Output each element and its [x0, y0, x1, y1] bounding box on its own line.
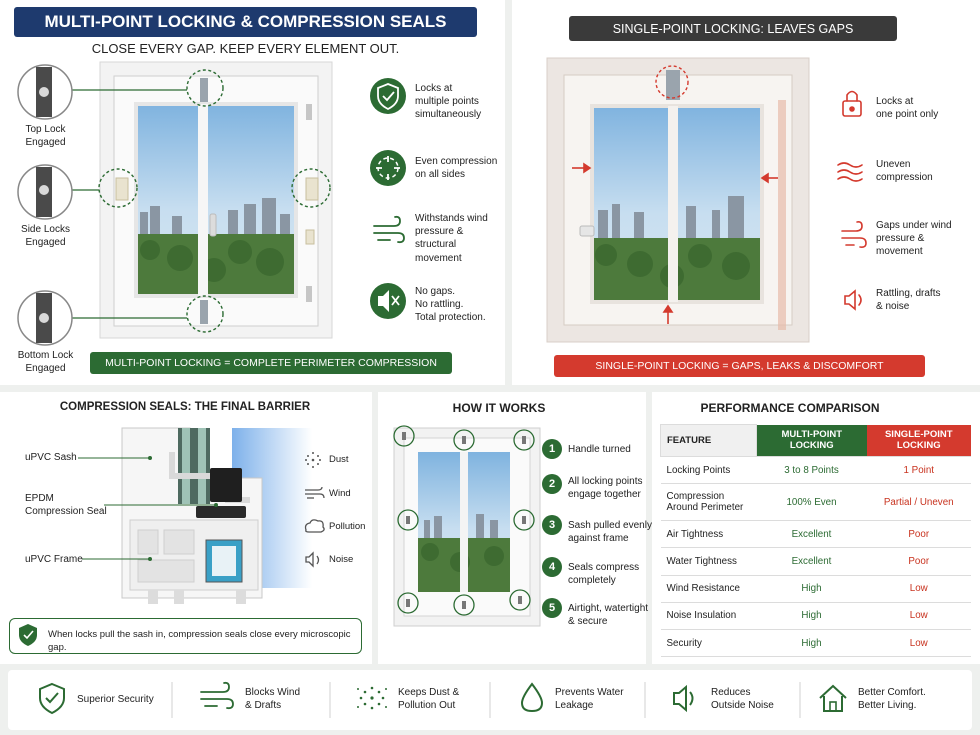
step-3-badge: 3 [542, 515, 562, 535]
table-cell: Noise Insulation [661, 602, 757, 629]
seals-title: COMPRESSION SEALS: THE FINAL BARRIER [59, 401, 311, 413]
multi-feature-1: Locks at multiple points simultaneously [415, 83, 482, 121]
table-row [661, 629, 972, 656]
single-feature-2: Uneven compression [876, 159, 933, 184]
seals-note: When locks pull the sash in, compression seals close every microscopic gap. [48, 629, 351, 653]
single-feature-4: Rattling, drafts & noise [876, 288, 941, 313]
table-cell: High [757, 602, 867, 629]
table-cell: Water Tightness [661, 548, 757, 575]
step-2-text: All locking points engage together [568, 476, 643, 501]
benefit-comfort: Better Comfort. Better Living. [858, 687, 926, 712]
step-2-badge: 2 [542, 474, 562, 494]
perf-header-single: SINGLE-POINT LOCKING [867, 425, 972, 457]
step-4-text: Seals compress completely [568, 562, 640, 587]
table-cell: Low [867, 629, 972, 656]
table-cell: High [757, 629, 867, 656]
seal-label-frame: uPVC Frame [25, 554, 83, 565]
multi-feature-4: No gaps. No rattling. Total protection. [415, 286, 486, 324]
single-feature-icons [838, 92, 866, 310]
multi-banner [90, 352, 452, 374]
seal-label-sash: uPVC Sash [25, 452, 77, 463]
step-1-badge: 1 [542, 439, 562, 459]
table-cell: Low [867, 575, 972, 602]
multi-feature-3: Withstands wind pressure & structural movement [415, 213, 488, 264]
table-cell: 3 to 8 Points [757, 457, 867, 484]
table-row [661, 575, 972, 602]
step-4-badge: 4 [542, 557, 562, 577]
step-5-badge: 5 [542, 598, 562, 618]
how-title: HOW IT WORKS [452, 401, 546, 415]
benefit-noise: Reduces Outside Noise [711, 687, 774, 712]
table-cell: Wind Resistance [661, 575, 757, 602]
table-cell: Excellent [757, 548, 867, 575]
bottom-lock-label: Bottom Lock Engaged [17, 350, 74, 375]
seal-element-wind: Wind [329, 488, 351, 499]
step-1-text: Handle turned [568, 444, 631, 455]
perf-header-feature: FEATURE [661, 425, 757, 457]
table-cell: Locking Points [661, 457, 757, 484]
multi-subtitle: CLOSE EVERY GAP. KEEP EVERY ELEMENT OUT. [91, 41, 400, 56]
step-5-text: Airtight, watertight & secure [568, 603, 649, 628]
side-locks-label: Side Locks Engaged [21, 224, 70, 249]
multi-point-window [72, 62, 332, 338]
table-cell: Compression Around Perimeter [661, 484, 757, 521]
table-cell: High [757, 575, 867, 602]
single-title: SINGLE-POINT LOCKING: LEAVES GAPS [612, 21, 854, 36]
benefit-wind: Blocks Wind & Drafts [245, 687, 301, 712]
table-row [661, 484, 972, 521]
multi-title: MULTI-POINT LOCKING & COMPRESSION SEALS [44, 12, 447, 31]
table-cell: 1 Point [867, 457, 972, 484]
performance-table [660, 424, 971, 657]
table-cell: Low [867, 602, 972, 629]
single-banner-text: SINGLE-POINT LOCKING = GAPS, LEAKS & DISCOMFORT [595, 360, 884, 372]
multi-title-banner [14, 7, 477, 37]
table-row [661, 548, 972, 575]
benefit-security: Superior Security [77, 694, 154, 705]
table-cell: Security [661, 629, 757, 656]
perf-title: PERFORMANCE COMPARISON [700, 401, 880, 415]
lock-callout-icons [18, 65, 72, 345]
single-feature-1: Locks at one point only [876, 96, 939, 121]
table-cell: Air Tightness [661, 521, 757, 548]
benefit-dust: Keeps Dust & Pollution Out [398, 687, 460, 712]
seal-label-epdm: EPDM Compression Seal [25, 493, 107, 518]
table-row [661, 602, 972, 629]
multi-feature-2: Even compression on all sides [415, 156, 498, 181]
single-feature-3: Gaps under wind pressure & movement [876, 220, 952, 258]
single-point-window [547, 58, 809, 342]
table-row [661, 457, 972, 484]
single-banner [554, 355, 925, 377]
benefit-water: Prevents Water Leakage [555, 687, 624, 712]
single-title-banner [569, 16, 897, 41]
seal-cross-section [78, 428, 312, 604]
seal-element-pollution: Pollution [329, 521, 366, 532]
how-window [394, 426, 540, 626]
table-cell: Partial / Uneven [867, 484, 972, 521]
top-lock-label: Top Lock Engaged [25, 124, 66, 149]
seal-element-dust: Dust [329, 454, 349, 465]
step-3-text: Sash pulled evenly against frame [568, 520, 652, 545]
seal-element-noise: Noise [329, 554, 354, 565]
table-cell: Excellent [757, 521, 867, 548]
multi-banner-text: MULTI-POINT LOCKING = COMPLETE PERIMETER COMPRESSION [105, 357, 437, 369]
multi-feature-icons [370, 78, 406, 319]
table-cell: 100% Even [757, 484, 867, 521]
perf-header-multi: MULTI-POINT LOCKING [757, 425, 867, 457]
table-row [661, 521, 972, 548]
table-cell: Poor [867, 521, 972, 548]
table-cell: Poor [867, 548, 972, 575]
